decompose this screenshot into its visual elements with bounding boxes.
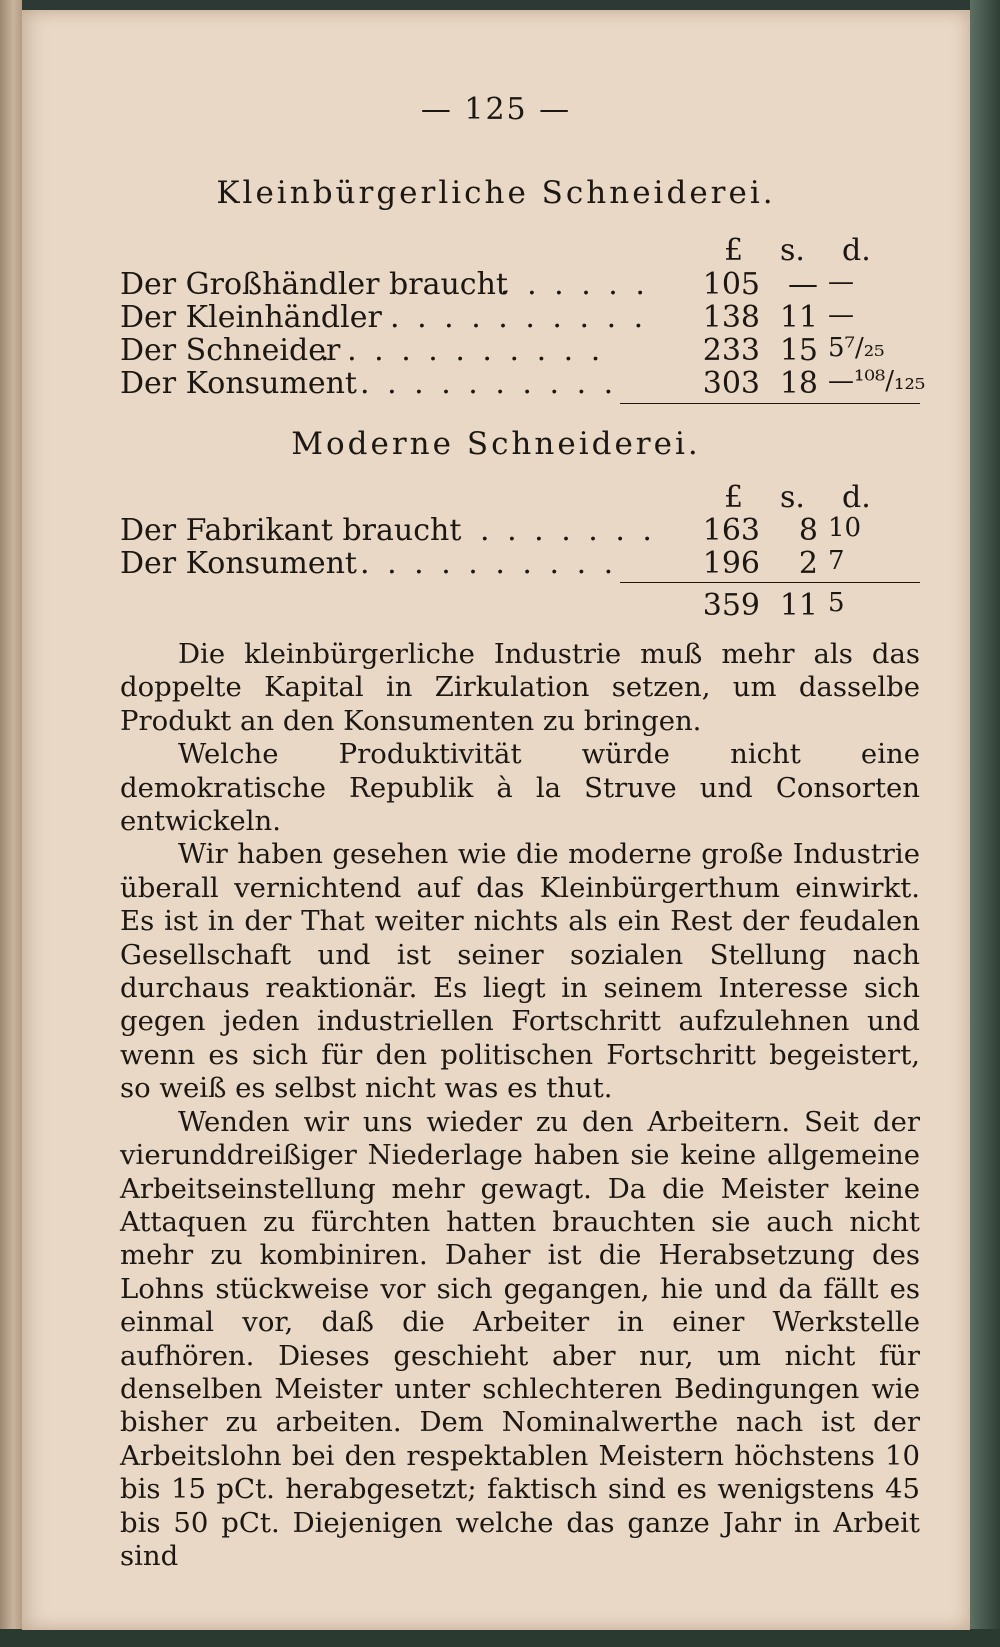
col-shilling: s. xyxy=(780,233,805,268)
paragraph: Wir haben gesehen wie die moderne große Industrie überall vernichtend auf das Kleinbürgerthum einwirkt. Es ist in der That weiter nichts als ein Rest der feudalen Gesellschaft und ist seiner sozialen Stellung nach durchaus reaktionär. Es liegt in seinem Interesse sich gegen jeden industriellen Fortschritt aufzulehnen und wenn es sich für den politischen Fortschritt begeistert, so weiß es selbst nicht was es thut. xyxy=(120,838,920,1105)
cell-pence: 5 xyxy=(828,588,845,618)
table-row xyxy=(120,267,920,301)
table-row xyxy=(120,366,926,401)
paragraph: Wenden wir uns wieder zu den Arbeitern. Seit der vierunddreißiger Niederlage haben sie keine allgemeine Arbeitseinstellung mehr gewagt. Da die Meister keine Attaquen zu fürchten hatten brauchten sie auch nicht mehr zu kombiniren. Daher ist die Herabsetzung des Lohns stückweise vor sich gegangen, hie und da fällt es einmal vor, daß die Arbeiter in einer Werkstelle aufhören. Dieses geschieht aber nur, um nicht für denselben Meister unter schlechteren Bedingungen wie bisher zu arbeiten. Dem Nominalwerthe nach ist der Arbeitslohn bei den respektablen Meistern höchstens 10 bis 15 pCt. herabgesetzt; faktisch sind es wenigstens 45 bis 50 pCt. Diejenigen welche das ganze Jahr in Arbeit sind xyxy=(120,1105,920,1572)
cell-pound: 359 xyxy=(702,588,760,623)
leader-dots: . . . . . . . . . . xyxy=(390,300,648,335)
cell-pence: — xyxy=(828,300,854,330)
sum-rule xyxy=(620,582,920,583)
cell-pound: 163 xyxy=(702,513,760,548)
cell-shilling: 15 xyxy=(779,333,818,368)
cell-shilling: — xyxy=(788,267,818,302)
leader-dots: . . . . . . . . . . xyxy=(360,366,618,401)
cell-pound: 303 xyxy=(702,366,760,401)
col-shilling: s. xyxy=(780,480,805,515)
table-row xyxy=(120,300,920,334)
col-pound: £ xyxy=(724,233,744,268)
cell-pound: 138 xyxy=(702,300,760,335)
cell-shilling: 2 xyxy=(798,546,818,581)
col-pence: d. xyxy=(842,233,871,268)
leader-dots: . . . . . . xyxy=(500,267,649,302)
leader-dots: . . . . . . . . . . . xyxy=(320,333,605,368)
paragraph: Welche Produktivität würde nicht eine demokratische Republik à la Struve und Consorten entwickeln. xyxy=(120,738,920,838)
cell-pound: 105 xyxy=(702,267,760,302)
paragraph: Die kleinbürgerliche Industrie muß mehr als das doppelte Kapital in Zirkulation setzen, um dasselbe Produkt an den Konsumenten zu bringen. xyxy=(120,638,920,737)
cell-pence: —¹⁰⁸/₁₂₅ xyxy=(828,366,926,396)
col-pound: £ xyxy=(724,480,744,515)
book-page xyxy=(22,10,970,1630)
cell-shilling: 18 xyxy=(779,366,818,401)
cell-shilling: 8 xyxy=(798,513,818,548)
body-text xyxy=(120,638,920,1573)
row-label: Der Schneider xyxy=(120,333,341,368)
section-heading-modern: Moderne Schneiderei. xyxy=(291,426,701,462)
leader-dots: . . . . . . . xyxy=(480,513,656,548)
row-label: Der Großhändler braucht xyxy=(120,267,508,302)
cell-shilling: 11 xyxy=(779,588,818,623)
column-headers-1 xyxy=(120,233,920,267)
cell-pence: — xyxy=(828,267,854,297)
book-cover-edge xyxy=(970,0,1000,1647)
section-heading-kleinbuergerlich: Kleinbürgerliche Schneiderei. xyxy=(216,175,776,211)
cell-pound: 196 xyxy=(702,546,760,581)
cell-pence: 7 xyxy=(828,546,845,576)
row-label: Der Konsument xyxy=(120,546,357,581)
leader-dots: . . . . . . . . . . xyxy=(360,546,618,581)
col-pence: d. xyxy=(842,480,871,515)
row-label: Der Kleinhändler xyxy=(120,300,382,335)
page-number: — 125 — xyxy=(420,92,572,127)
row-label: Der Konsument xyxy=(120,366,357,401)
sum-rule xyxy=(620,403,920,404)
table-row xyxy=(120,513,920,547)
row-label: Der Fabrikant braucht xyxy=(120,513,462,548)
cell-pence: 10 xyxy=(828,513,862,543)
book-bottom-edge xyxy=(0,1629,1000,1647)
book-spine xyxy=(0,0,22,1647)
table-row-total xyxy=(120,588,920,622)
cell-pound: 233 xyxy=(702,333,760,368)
table-row xyxy=(120,333,920,367)
table-row xyxy=(120,546,920,580)
cell-shilling: 11 xyxy=(779,300,818,335)
cell-pence: 5⁷/₂₅ xyxy=(828,333,885,363)
column-headers-2 xyxy=(120,480,920,514)
